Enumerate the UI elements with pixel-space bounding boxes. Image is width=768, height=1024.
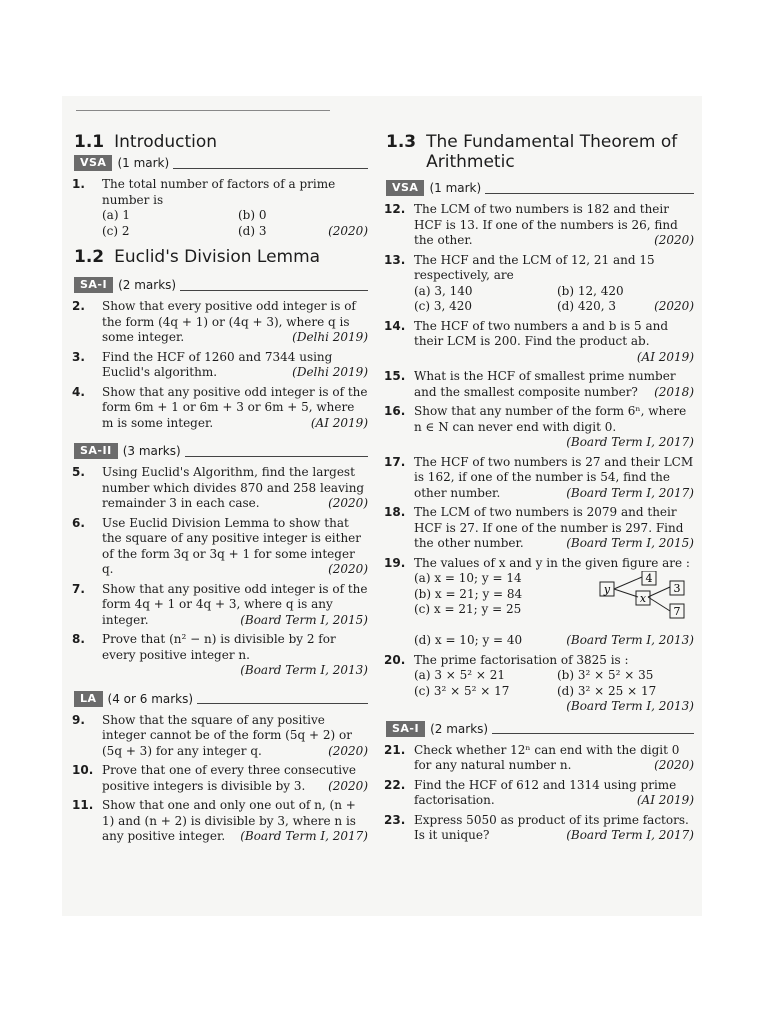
top-rule bbox=[76, 110, 330, 111]
section-heading-1-1: 1.1 Introduction bbox=[74, 132, 218, 152]
question-16: 16. Show that any number of the form 6ⁿ, where n ∈ N can never end with digit 0. (Board Term I, 2017) bbox=[384, 404, 694, 449]
section-heading-1-3: 1.3 The Fundamental Theorem of Arithmetic bbox=[386, 132, 678, 172]
question-14: 14. The HCF of two numbers a and b is 5 and their LCM is 200. Find the product ab. (AI 2019) bbox=[384, 318, 694, 364]
left-column bbox=[70, 128, 368, 849]
question-23: 23. Express 5050 as product of its prime factors. Is it unique? (Board Term I, 2017) bbox=[384, 812, 694, 842]
question-19: 19. The values of x and y in the given figure are : (a) x = 10; y = 14 (b) x = 21; y = 84 (c) x = 21; y = 25 y 4 x 3 7 (d) x = 10; y = 40 (Board Term I, 2013) bbox=[384, 555, 694, 647]
factor-tree-figure bbox=[598, 571, 690, 625]
question-17: 17. The HCF of two numbers is 27 and their LCM is 162, if one of the number is 54, find the other number. (Board Term I, 2017) bbox=[384, 454, 694, 500]
right-column bbox=[382, 128, 694, 848]
question-10: 10. Prove that one of every three consecutive positive integers is divisible by 3. (2020) bbox=[72, 763, 368, 793]
question-9: 9. Show that the square of any positive integer cannot be of the form (5q + 2) or (5q + 3) for any integer q. (2020) bbox=[72, 712, 368, 758]
options: (a) 3, 140 (b) 12, 420 (c) 3, 420 (d) 420, 3 (2020) bbox=[414, 283, 694, 313]
question-8: 8. Prove that (n² − n) is divisible by 2 for every positive integer n. (Board Term I, 2013) bbox=[72, 632, 368, 677]
factor-tree-question bbox=[414, 571, 694, 633]
category-vsa: VSA (1 mark) bbox=[386, 180, 694, 196]
options: (a) 3 × 5² × 21 (b) 3² × 5² × 35 (c) 3² × 5² × 17 (d) 3² × 25 × 17 bbox=[414, 668, 657, 698]
question-20: 20. The prime factorisation of 3825 is : (a) 3 × 5² × 21 (b) 3² × 5² × 35 (c) 3² × 5² × 17 (d) 3² × 25 × 17 (Board Term I, 2013) bbox=[384, 652, 694, 713]
options: (a) 1 (b) 0 (c) 2 (d) 3 (2020) bbox=[102, 208, 368, 238]
question-2: 2. Show that every positive odd integer is of the form (4q + 1) or (4q + 3), where q is some integer. (Delhi 2019) bbox=[72, 299, 368, 344]
node-3-label: 3 bbox=[673, 582, 681, 595]
question-21: 21. Check whether 12ⁿ can end with the digit 0 for any natural number n. (2020) bbox=[384, 742, 694, 772]
question-1: 1. The total number of factors of a prime number is (a) 1 (b) 0 (c) 2 (d) 3 (2020) bbox=[72, 177, 368, 238]
question-6: 6. Use Euclid Division Lemma to show that the square of any positive integer is either of the form 3q or 3q + 1 for some integer q. (2020) bbox=[72, 515, 368, 576]
tree-edge bbox=[648, 597, 670, 611]
question-11: 11. Show that one and only one out of n, (n + 1) and (n + 2) is divisible by 3, where n is any positive integer. (Board Term I, 2017) bbox=[72, 798, 368, 843]
question-15: 15. What is the HCF of smallest prime number and the smallest composite number? (2018) bbox=[384, 369, 694, 399]
category-la: LA (4 or 6 marks) bbox=[74, 691, 368, 707]
tree-edge bbox=[648, 587, 670, 597]
question-13: 13. The HCF and the LCM of 12, 21 and 15 respectively, are (a) 3, 140 (b) 12, 420 (c) 3, 420 (d) 420, 3 (2020) bbox=[384, 252, 694, 313]
question-18: 18. The LCM of two numbers is 2079 and their HCF is 27. If one of the number is 297. Find the other number. (Board Term I, 2015) bbox=[384, 505, 694, 550]
tree-edge bbox=[614, 589, 638, 597]
node-4-label: 4 bbox=[645, 572, 653, 585]
category-sa1: SA-I (2 marks) bbox=[386, 721, 694, 737]
category-vsa: VSA (1 mark) bbox=[74, 155, 368, 171]
node-7-label: 7 bbox=[673, 605, 681, 618]
category-sa1: SA-I (2 marks) bbox=[74, 277, 368, 293]
question-7: 7. Show that any positive odd integer is of the form 4q + 1 or 4q + 3, where q is any integer. (Board Term I, 2015) bbox=[72, 581, 368, 627]
question-5: 5. Using Euclid's Algorithm, find the largest number which divides 870 and 258 leaving remainder 3 in each case. (2020) bbox=[72, 465, 368, 510]
section-heading-1-2: 1.2 Euclid's Division Lemma bbox=[74, 247, 321, 267]
question-12: 12. The LCM of two numbers is 182 and their HCF is 13. If one of the numbers is 26, find the other. (2020) bbox=[384, 202, 694, 247]
node-x-label: x bbox=[639, 592, 647, 605]
question-22: 22. Find the HCF of 612 and 1314 using prime factorisation. (AI 2019) bbox=[384, 777, 694, 807]
node-y-label: y bbox=[603, 583, 611, 596]
options: (a) x = 10; y = 14 (b) x = 21; y = 84 (c) x = 21; y = 25 bbox=[414, 571, 523, 616]
category-sa2: SA-II (3 marks) bbox=[74, 443, 368, 459]
tree-edge bbox=[614, 577, 642, 589]
question-4: 4. Show that any positive odd integer is of the form 6m + 1 or 6m + 3 or 6m + 5, where m is some integer. (AI 2019) bbox=[72, 384, 368, 430]
question-3: 3. Find the HCF of 1260 and 7344 using Euclid's algorithm. (Delhi 2019) bbox=[72, 349, 368, 379]
